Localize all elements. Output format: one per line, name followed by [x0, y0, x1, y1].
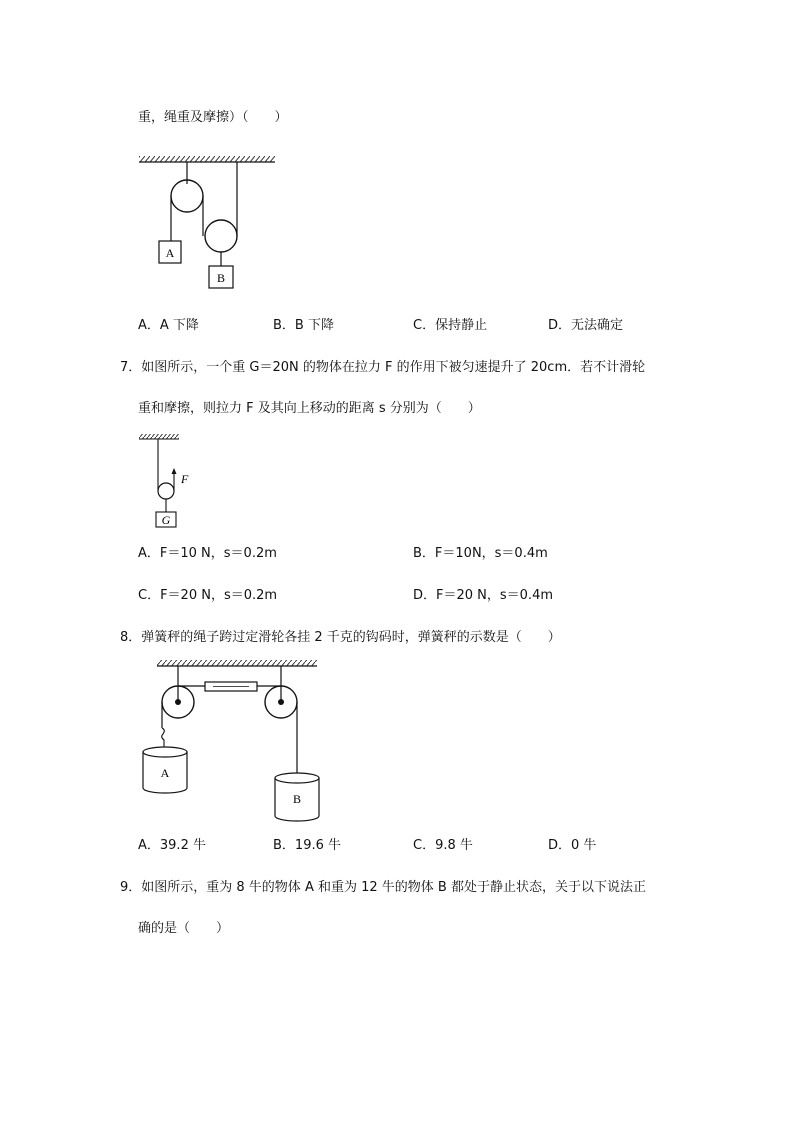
weight-b-label: B	[292, 792, 302, 806]
box-a-label: A	[165, 246, 175, 260]
spring-scale	[205, 682, 257, 691]
q6-option-c[interactable]: C．保持静止	[413, 318, 488, 333]
q8-option-d[interactable]: D．0 牛	[548, 838, 597, 853]
q6-continuation: 重，绳重及摩擦）（ ）	[138, 110, 288, 125]
q7-stem-line1: 7．如图所示，一个重 G＝20N 的物体在拉力 F 的作用下被匀速提升了 20cm．若不计滑轮	[120, 360, 646, 375]
weight-block	[156, 512, 176, 527]
movable-pulley	[158, 483, 174, 499]
left-fixed-pulley	[162, 666, 194, 718]
q7-option-b[interactable]: B．F＝10N，s＝0.4m	[413, 546, 548, 561]
q8-option-c[interactable]: C．9.8 牛	[413, 838, 473, 853]
q9-stem-line1: 9．如图所示，重为 8 牛的物体 A 和重为 12 牛的物体 B 都处于静止状态，关于以下说法正	[120, 880, 646, 895]
movable-pulley	[205, 220, 237, 252]
q8-option-a[interactable]: A．39.2 牛	[138, 838, 206, 853]
q8-spring-scale-figure	[135, 656, 320, 826]
box-a	[159, 241, 181, 263]
weight-a	[143, 747, 187, 793]
weight-label: G	[161, 513, 171, 527]
q6-option-a[interactable]: A．A 下降	[138, 318, 199, 333]
box-b-label: B	[216, 271, 226, 285]
rope	[158, 439, 174, 512]
force-arrow-icon	[172, 468, 177, 480]
q6-pulley-figure	[135, 150, 280, 300]
hook-a-icon	[162, 728, 165, 748]
q9-stem-line2: 确的是（ ）	[138, 921, 230, 936]
q6-option-d[interactable]: D．无法确定	[548, 318, 624, 333]
q7-option-c[interactable]: C．F＝20 N，s＝0.2m	[138, 588, 278, 603]
q8-stem-line1: 8．弹簧秤的绳子跨过定滑轮各挂 2 千克的钩码时，弹簧秤的示数是（ ）	[120, 630, 561, 645]
q6-option-b[interactable]: B．B 下降	[273, 318, 334, 333]
fixed-pulley	[171, 162, 203, 212]
q8-option-b[interactable]: B．19.6 牛	[273, 838, 341, 853]
q7-option-d[interactable]: D．F＝20 N，s＝0.4m	[413, 588, 553, 603]
ceiling-support	[139, 434, 179, 439]
weight-a-label: A	[160, 766, 170, 780]
q7-stem-line2: 重和摩擦，则拉力 F 及其向上移动的距离 s 分别为（ ）	[138, 401, 481, 416]
ceiling-support	[139, 156, 275, 162]
right-fixed-pulley	[265, 666, 297, 718]
ceiling-support	[157, 660, 317, 666]
force-label: F	[181, 472, 189, 486]
q7-pulley-figure	[136, 432, 202, 532]
box-b	[209, 266, 233, 288]
weight-b	[275, 773, 319, 821]
q7-option-a[interactable]: A．F＝10 N，s＝0.2m	[138, 546, 277, 561]
